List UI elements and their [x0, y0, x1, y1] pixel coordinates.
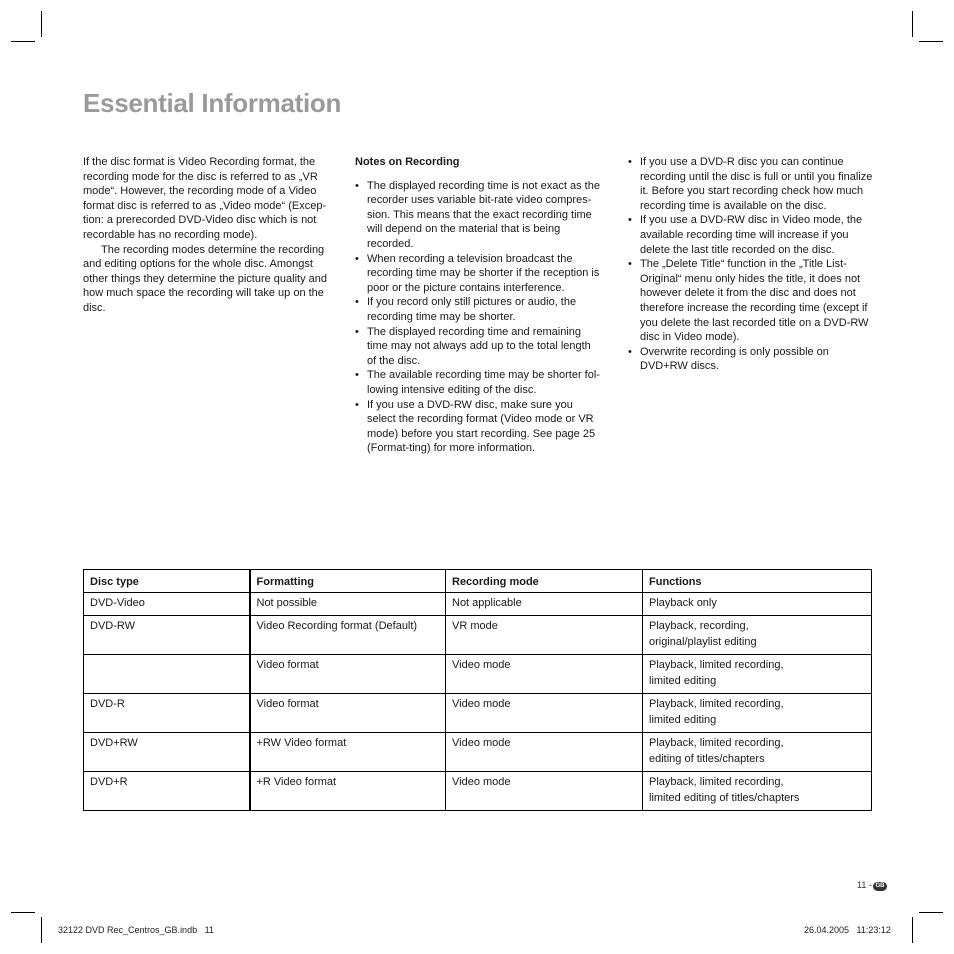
table-row — [84, 733, 872, 772]
table-cell: Playback, limited recording, editing of titles/chapters — [643, 733, 872, 772]
table-cell: Playback, limited recording, limited editing — [643, 694, 872, 733]
table-row — [84, 655, 872, 694]
notes-heading: Notes on Recording — [355, 156, 460, 168]
table-cell: Not applicable — [446, 593, 643, 616]
crop-mark — [41, 11, 42, 37]
list-item: • If you use a DVD-RW disc, make sure you select the recording format (Video mode or VR mode) before you start recording. See page 25 (Format-ting) for more information. — [355, 398, 600, 456]
table-cell: Playback, limited recording, limited editing of titles/chapters — [643, 772, 872, 811]
crop-mark — [912, 917, 913, 943]
crop-mark — [11, 41, 35, 42]
intro-paragraph: The recording modes determine the recording and editing options for the whole disc. Amongst other things they determine the picture quality and how much space the recording will take up on the disc. — [83, 243, 327, 314]
table-row — [84, 616, 872, 655]
intro-paragraph: If the disc format is Video Recording format, the recording mode for the disc is referred to as „VR mode“. However, the recording mode of a Video format disc is referred to as „Video mode“ (Excep-tion: a prerecorded DVD-Video disc which is not recordable has no recording mode). — [83, 156, 327, 241]
list-item: • If you use a DVD-R disc you can continue recording until the disc is full or until you finalize it. Before you start recording check how much recording time is available on the disc. — [628, 155, 873, 213]
table-cell: +R Video format — [250, 772, 446, 811]
table-cell: Video mode — [446, 694, 643, 733]
table-body — [84, 593, 872, 811]
table-cell: DVD-RW — [84, 616, 250, 655]
crop-mark — [912, 11, 913, 37]
table-cell: DVD+RW — [84, 733, 250, 772]
table-cell: Video mode — [446, 733, 643, 772]
crop-mark — [919, 912, 943, 913]
table-cell: DVD+R — [84, 772, 250, 811]
table-cell: Video format — [250, 655, 446, 694]
list-item: • The available recording time may be shorter fol-lowing intensive editing of the disc. — [355, 368, 600, 397]
table-cell: Not possible — [250, 593, 446, 616]
intro-column — [83, 155, 328, 316]
list-item: • Overwrite recording is only possible on DVD+RW discs. — [628, 345, 873, 374]
footer-timestamp: 26.04.2005 11:23:12 — [804, 925, 891, 935]
list-item: • The „Delete Title“ function in the „Title List-Original“ menu only hides the title, it does not however delete it from the disc and does not therefore increase the recording time (except if you delete the last recorded title on a DVD-RW disc in Video mode). — [628, 257, 873, 345]
page-title: Essential Information — [83, 88, 342, 118]
table-row — [84, 772, 872, 811]
table-row — [84, 593, 872, 616]
table-cell: DVD-R — [84, 694, 250, 733]
table-cell: Playback only — [643, 593, 872, 616]
list-item: • If you record only still pictures or audio, the recording time may be shorter. — [355, 295, 600, 324]
list-item: • If you use a DVD-RW disc in Video mode, the available recording time will increase if you delete the last title recorded on the disc. — [628, 213, 873, 257]
table-cell: VR mode — [446, 616, 643, 655]
crop-mark — [919, 41, 943, 42]
footer-file-info: 32122 DVD Rec_Centros_GB.indb 11 — [58, 925, 214, 935]
table-cell: +RW Video format — [250, 733, 446, 772]
table-cell: Video Recording format (Default) — [250, 616, 446, 655]
list-item: • The displayed recording time is not exact as the recorder uses variable bit-rate video compres-sion. This means that the exact recording time will depend on the material that is being recorded. — [355, 179, 600, 252]
column-header: Formatting — [250, 570, 446, 593]
column-header: Disc type — [84, 570, 250, 593]
column-header: Functions — [643, 570, 872, 593]
notes-list-continued — [628, 155, 873, 374]
language-badge: GB — [873, 882, 887, 891]
notes-list — [355, 179, 600, 456]
table-cell: Video mode — [446, 655, 643, 694]
table-cell: Playback, recording, original/playlist editing — [643, 616, 872, 655]
table-cell: Playback, limited recording, limited editing — [643, 655, 872, 694]
crop-mark — [11, 912, 35, 913]
table-cell — [84, 655, 250, 694]
crop-mark — [41, 917, 42, 943]
notes-column — [355, 155, 600, 456]
table-cell: DVD-Video — [84, 593, 250, 616]
column-header: Recording mode — [446, 570, 643, 593]
page-number: 11 - — [857, 880, 872, 890]
table-cell: Video format — [250, 694, 446, 733]
list-item: • The displayed recording time and remaining time may not always add up to the total length of the disc. — [355, 325, 600, 369]
list-item: • When recording a television broadcast the recording time may be shorter if the reception is poor or the picture contains interference. — [355, 252, 600, 296]
table-cell: Video mode — [446, 772, 643, 811]
notes-continued-column — [628, 155, 873, 374]
disc-type-table — [83, 569, 872, 811]
table-row — [84, 694, 872, 733]
table-header-row — [84, 570, 872, 593]
